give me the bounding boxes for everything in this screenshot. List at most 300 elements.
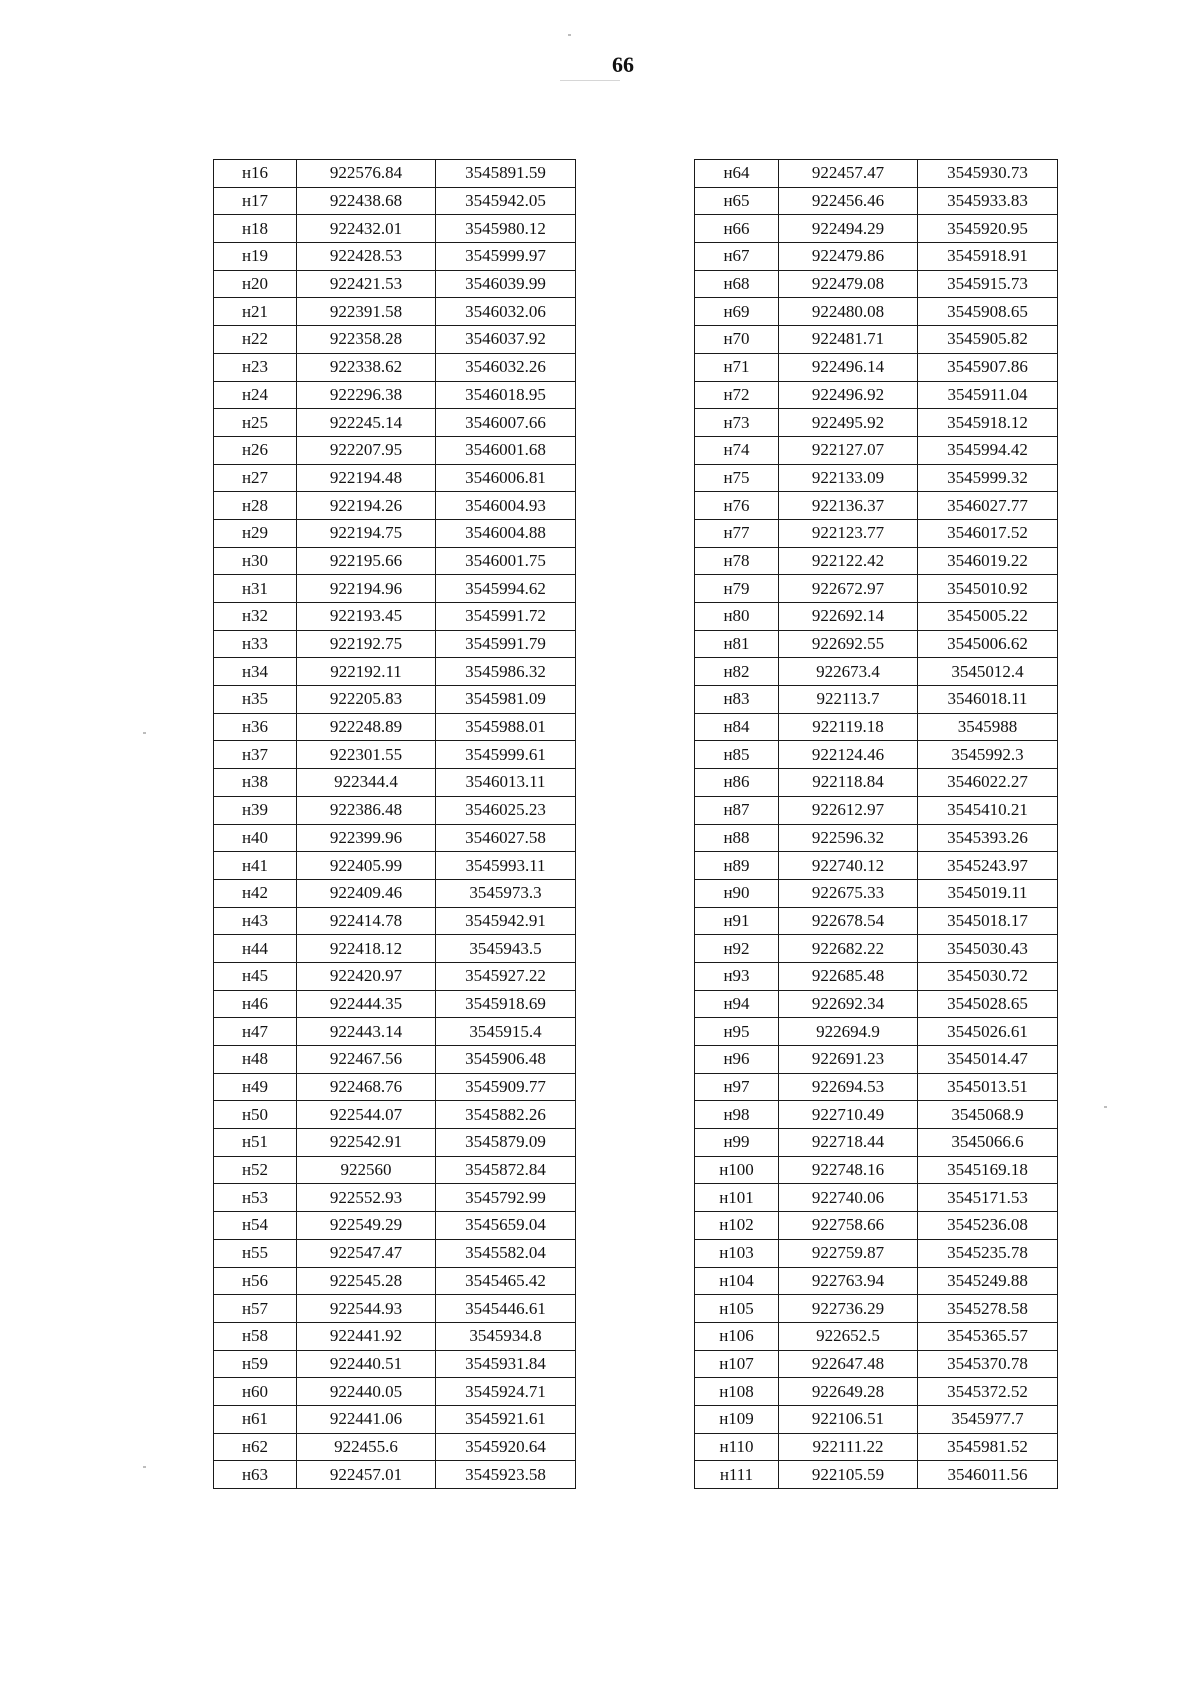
table-row <box>695 409 1058 437</box>
table-row <box>695 547 1058 575</box>
table-row <box>214 1018 576 1046</box>
y-coordinate-cell: 3546001.75 <box>436 547 576 575</box>
point-id-cell: н84 <box>695 713 779 741</box>
point-id-cell: н70 <box>695 326 779 354</box>
y-coordinate-cell: 3545942.05 <box>436 187 576 215</box>
table-row <box>695 1018 1058 1046</box>
point-id-cell: н69 <box>695 298 779 326</box>
y-coordinate-cell: 3546027.77 <box>918 492 1058 520</box>
point-id-cell: н67 <box>695 243 779 271</box>
table-row <box>695 326 1058 354</box>
x-coordinate-cell: 922432.01 <box>297 215 436 243</box>
table-row <box>695 603 1058 631</box>
y-coordinate-cell: 3545012.4 <box>918 658 1058 686</box>
y-coordinate-cell: 3545991.79 <box>436 630 576 658</box>
point-id-cell: н55 <box>214 1239 297 1267</box>
point-id-cell: н108 <box>695 1378 779 1406</box>
x-coordinate-cell: 922457.01 <box>297 1461 436 1489</box>
x-coordinate-cell: 922440.05 <box>297 1378 436 1406</box>
x-coordinate-cell: 922441.06 <box>297 1405 436 1433</box>
y-coordinate-cell: 3545993.11 <box>436 852 576 880</box>
point-id-cell: н30 <box>214 547 297 575</box>
x-coordinate-cell: 922748.16 <box>779 1156 918 1184</box>
table-row <box>214 1405 576 1433</box>
y-coordinate-cell: 3545973.3 <box>436 879 576 907</box>
y-coordinate-cell: 3545891.59 <box>436 160 576 188</box>
table-row <box>214 1129 576 1157</box>
point-id-cell: н23 <box>214 353 297 381</box>
table-row <box>214 326 576 354</box>
table-row <box>695 1073 1058 1101</box>
y-coordinate-cell: 3545994.62 <box>436 575 576 603</box>
x-coordinate-cell: 922127.07 <box>779 436 918 464</box>
table-row <box>214 1101 576 1129</box>
x-coordinate-cell: 922418.12 <box>297 935 436 963</box>
x-coordinate-cell: 922118.84 <box>779 769 918 797</box>
y-coordinate-cell: 3545872.84 <box>436 1156 576 1184</box>
y-coordinate-cell: 3545981.09 <box>436 686 576 714</box>
point-id-cell: н68 <box>695 270 779 298</box>
point-id-cell: н53 <box>214 1184 297 1212</box>
point-id-cell: н71 <box>695 353 779 381</box>
coordinates-table-left <box>213 159 576 1489</box>
point-id-cell: н78 <box>695 547 779 575</box>
y-coordinate-cell: 3545915.73 <box>918 270 1058 298</box>
coordinates-table-right <box>694 159 1058 1489</box>
y-coordinate-cell: 3545006.62 <box>918 630 1058 658</box>
y-coordinate-cell: 3545030.43 <box>918 935 1058 963</box>
x-coordinate-cell: 922421.53 <box>297 270 436 298</box>
table-row <box>214 243 576 271</box>
x-coordinate-cell: 922338.62 <box>297 353 436 381</box>
point-id-cell: н82 <box>695 658 779 686</box>
y-coordinate-cell: 3545792.99 <box>436 1184 576 1212</box>
y-coordinate-cell: 3546039.99 <box>436 270 576 298</box>
scan-speck <box>143 732 146 734</box>
table-row <box>214 1350 576 1378</box>
x-coordinate-cell: 922480.08 <box>779 298 918 326</box>
x-coordinate-cell: 922438.68 <box>297 187 436 215</box>
y-coordinate-cell: 3546004.88 <box>436 519 576 547</box>
point-id-cell: н39 <box>214 796 297 824</box>
y-coordinate-cell: 3545921.61 <box>436 1405 576 1433</box>
y-coordinate-cell: 3545977.7 <box>918 1405 1058 1433</box>
y-coordinate-cell: 3545410.21 <box>918 796 1058 824</box>
table-row <box>695 381 1058 409</box>
x-coordinate-cell: 922457.47 <box>779 160 918 188</box>
x-coordinate-cell: 922194.75 <box>297 519 436 547</box>
point-id-cell: н62 <box>214 1433 297 1461</box>
table-row <box>214 630 576 658</box>
y-coordinate-cell: 3545920.64 <box>436 1433 576 1461</box>
y-coordinate-cell: 3545465.42 <box>436 1267 576 1295</box>
y-coordinate-cell: 3545278.58 <box>918 1295 1058 1323</box>
table-row <box>695 1461 1058 1489</box>
y-coordinate-cell: 3546013.11 <box>436 769 576 797</box>
table-row <box>695 436 1058 464</box>
table-row <box>695 990 1058 1018</box>
y-coordinate-cell: 3545019.11 <box>918 879 1058 907</box>
x-coordinate-cell: 922133.09 <box>779 464 918 492</box>
y-coordinate-cell: 3545010.92 <box>918 575 1058 603</box>
y-coordinate-cell: 3546017.52 <box>918 519 1058 547</box>
table-row <box>214 381 576 409</box>
table-row <box>695 298 1058 326</box>
x-coordinate-cell: 922194.96 <box>297 575 436 603</box>
y-coordinate-cell: 3545933.83 <box>918 187 1058 215</box>
point-id-cell: н74 <box>695 436 779 464</box>
table-row <box>214 1046 576 1074</box>
point-id-cell: н29 <box>214 519 297 547</box>
x-coordinate-cell: 922736.29 <box>779 1295 918 1323</box>
point-id-cell: н37 <box>214 741 297 769</box>
table-row <box>695 796 1058 824</box>
point-id-cell: н100 <box>695 1156 779 1184</box>
table-row <box>695 852 1058 880</box>
point-id-cell: н86 <box>695 769 779 797</box>
table-row <box>214 907 576 935</box>
x-coordinate-cell: 922443.14 <box>297 1018 436 1046</box>
y-coordinate-cell: 3546025.23 <box>436 796 576 824</box>
table-row <box>695 160 1058 188</box>
point-id-cell: н66 <box>695 215 779 243</box>
y-coordinate-cell: 3546001.68 <box>436 436 576 464</box>
x-coordinate-cell: 922193.45 <box>297 603 436 631</box>
x-coordinate-cell: 922692.14 <box>779 603 918 631</box>
x-coordinate-cell: 922136.37 <box>779 492 918 520</box>
point-id-cell: н105 <box>695 1295 779 1323</box>
y-coordinate-cell: 3545918.69 <box>436 990 576 1018</box>
table-row <box>214 713 576 741</box>
y-coordinate-cell: 3546011.56 <box>918 1461 1058 1489</box>
y-coordinate-cell: 3545068.9 <box>918 1101 1058 1129</box>
x-coordinate-cell: 922195.66 <box>297 547 436 575</box>
table-row <box>214 824 576 852</box>
point-id-cell: н65 <box>695 187 779 215</box>
table-row <box>695 353 1058 381</box>
x-coordinate-cell: 922647.48 <box>779 1350 918 1378</box>
table-row <box>214 1239 576 1267</box>
table-row <box>214 464 576 492</box>
table-row <box>214 1378 576 1406</box>
x-coordinate-cell: 922391.58 <box>297 298 436 326</box>
table-row <box>214 741 576 769</box>
point-id-cell: н35 <box>214 686 297 714</box>
y-coordinate-cell: 3545927.22 <box>436 962 576 990</box>
point-id-cell: н54 <box>214 1212 297 1240</box>
table-row <box>695 243 1058 271</box>
x-coordinate-cell: 922479.86 <box>779 243 918 271</box>
point-id-cell: н99 <box>695 1129 779 1157</box>
x-coordinate-cell: 922692.34 <box>779 990 918 1018</box>
y-coordinate-cell: 3545905.82 <box>918 326 1058 354</box>
x-coordinate-cell: 922560 <box>297 1156 436 1184</box>
y-coordinate-cell: 3545879.09 <box>436 1129 576 1157</box>
point-id-cell: н19 <box>214 243 297 271</box>
table-row <box>214 575 576 603</box>
x-coordinate-cell: 922740.12 <box>779 852 918 880</box>
x-coordinate-cell: 922479.08 <box>779 270 918 298</box>
y-coordinate-cell: 3545994.42 <box>918 436 1058 464</box>
x-coordinate-cell: 922678.54 <box>779 907 918 935</box>
y-coordinate-cell: 3545030.72 <box>918 962 1058 990</box>
y-coordinate-cell: 3545243.97 <box>918 852 1058 880</box>
y-coordinate-cell: 3545014.47 <box>918 1046 1058 1074</box>
x-coordinate-cell: 922710.49 <box>779 1101 918 1129</box>
y-coordinate-cell: 3545991.72 <box>436 603 576 631</box>
x-coordinate-cell: 922496.14 <box>779 353 918 381</box>
x-coordinate-cell: 922544.07 <box>297 1101 436 1129</box>
y-coordinate-cell: 3545906.48 <box>436 1046 576 1074</box>
x-coordinate-cell: 922547.47 <box>297 1239 436 1267</box>
point-id-cell: н92 <box>695 935 779 963</box>
y-coordinate-cell: 3545918.12 <box>918 409 1058 437</box>
table-row <box>695 1129 1058 1157</box>
y-coordinate-cell: 3545999.61 <box>436 741 576 769</box>
x-coordinate-cell: 922545.28 <box>297 1267 436 1295</box>
table-row <box>695 575 1058 603</box>
table-row <box>695 1350 1058 1378</box>
table-row <box>695 1156 1058 1184</box>
point-id-cell: н27 <box>214 464 297 492</box>
x-coordinate-cell: 922576.84 <box>297 160 436 188</box>
table-row <box>214 879 576 907</box>
table-row <box>214 935 576 963</box>
x-coordinate-cell: 922467.56 <box>297 1046 436 1074</box>
table-row <box>214 990 576 1018</box>
y-coordinate-cell: 3545988 <box>918 713 1058 741</box>
table-row <box>214 1267 576 1295</box>
point-id-cell: н81 <box>695 630 779 658</box>
point-id-cell: н47 <box>214 1018 297 1046</box>
table-row <box>695 630 1058 658</box>
point-id-cell: н80 <box>695 603 779 631</box>
point-id-cell: н106 <box>695 1322 779 1350</box>
y-coordinate-cell: 3546018.11 <box>918 686 1058 714</box>
point-id-cell: н102 <box>695 1212 779 1240</box>
y-coordinate-cell: 3545013.51 <box>918 1073 1058 1101</box>
point-id-cell: н60 <box>214 1378 297 1406</box>
table-row <box>695 1184 1058 1212</box>
x-coordinate-cell: 922124.46 <box>779 741 918 769</box>
table-row <box>695 1101 1058 1129</box>
x-coordinate-cell: 922692.55 <box>779 630 918 658</box>
x-coordinate-cell: 922194.48 <box>297 464 436 492</box>
y-coordinate-cell: 3545005.22 <box>918 603 1058 631</box>
table-row <box>214 1212 576 1240</box>
table-row <box>214 215 576 243</box>
point-id-cell: н45 <box>214 962 297 990</box>
point-id-cell: н40 <box>214 824 297 852</box>
x-coordinate-cell: 922405.99 <box>297 852 436 880</box>
y-coordinate-cell: 3545934.8 <box>436 1322 576 1350</box>
x-coordinate-cell: 922675.33 <box>779 879 918 907</box>
y-coordinate-cell: 3545249.88 <box>918 1267 1058 1295</box>
y-coordinate-cell: 3545372.52 <box>918 1378 1058 1406</box>
point-id-cell: н16 <box>214 160 297 188</box>
x-coordinate-cell: 922105.59 <box>779 1461 918 1489</box>
y-coordinate-cell: 3545018.17 <box>918 907 1058 935</box>
y-coordinate-cell: 3545169.18 <box>918 1156 1058 1184</box>
y-coordinate-cell: 3546004.93 <box>436 492 576 520</box>
x-coordinate-cell: 922456.46 <box>779 187 918 215</box>
point-id-cell: н56 <box>214 1267 297 1295</box>
coordinates-table-body <box>695 160 1058 1489</box>
point-id-cell: н33 <box>214 630 297 658</box>
table-row <box>695 658 1058 686</box>
x-coordinate-cell: 922685.48 <box>779 962 918 990</box>
table-row <box>214 769 576 797</box>
x-coordinate-cell: 922192.11 <box>297 658 436 686</box>
point-id-cell: н58 <box>214 1322 297 1350</box>
x-coordinate-cell: 922192.75 <box>297 630 436 658</box>
table-row <box>695 215 1058 243</box>
y-coordinate-cell: 3545882.26 <box>436 1101 576 1129</box>
y-coordinate-cell: 3545980.12 <box>436 215 576 243</box>
x-coordinate-cell: 922113.7 <box>779 686 918 714</box>
point-id-cell: н111 <box>695 1461 779 1489</box>
point-id-cell: н87 <box>695 796 779 824</box>
y-coordinate-cell: 3545365.57 <box>918 1322 1058 1350</box>
table-row <box>695 824 1058 852</box>
y-coordinate-cell: 3545907.86 <box>918 353 1058 381</box>
table-row <box>214 686 576 714</box>
point-id-cell: н26 <box>214 436 297 464</box>
point-id-cell: н110 <box>695 1433 779 1461</box>
y-coordinate-cell: 3545171.53 <box>918 1184 1058 1212</box>
point-id-cell: н25 <box>214 409 297 437</box>
point-id-cell: н57 <box>214 1295 297 1323</box>
x-coordinate-cell: 922207.95 <box>297 436 436 464</box>
y-coordinate-cell: 3546007.66 <box>436 409 576 437</box>
table-row <box>214 1433 576 1461</box>
table-row <box>214 409 576 437</box>
x-coordinate-cell: 922420.97 <box>297 962 436 990</box>
table-row <box>214 547 576 575</box>
point-id-cell: н43 <box>214 907 297 935</box>
y-coordinate-cell: 3546032.26 <box>436 353 576 381</box>
point-id-cell: н21 <box>214 298 297 326</box>
x-coordinate-cell: 922672.97 <box>779 575 918 603</box>
table-row <box>214 796 576 824</box>
table-row <box>695 741 1058 769</box>
point-id-cell: н97 <box>695 1073 779 1101</box>
table-row <box>214 1184 576 1212</box>
table-row <box>214 519 576 547</box>
table-row <box>695 1322 1058 1350</box>
table-row <box>214 603 576 631</box>
point-id-cell: н63 <box>214 1461 297 1489</box>
x-coordinate-cell: 922441.92 <box>297 1322 436 1350</box>
y-coordinate-cell: 3545920.95 <box>918 215 1058 243</box>
x-coordinate-cell: 922740.06 <box>779 1184 918 1212</box>
x-coordinate-cell: 922122.42 <box>779 547 918 575</box>
x-coordinate-cell: 922358.28 <box>297 326 436 354</box>
point-id-cell: н104 <box>695 1267 779 1295</box>
point-id-cell: н51 <box>214 1129 297 1157</box>
y-coordinate-cell: 3545908.65 <box>918 298 1058 326</box>
point-id-cell: н89 <box>695 852 779 880</box>
y-coordinate-cell: 3546022.27 <box>918 769 1058 797</box>
point-id-cell: н77 <box>695 519 779 547</box>
point-id-cell: н96 <box>695 1046 779 1074</box>
scan-speck <box>568 34 571 36</box>
x-coordinate-cell: 922542.91 <box>297 1129 436 1157</box>
point-id-cell: н34 <box>214 658 297 686</box>
x-coordinate-cell: 922495.92 <box>779 409 918 437</box>
point-id-cell: н109 <box>695 1405 779 1433</box>
table-row <box>695 962 1058 990</box>
y-coordinate-cell: 3545659.04 <box>436 1212 576 1240</box>
point-id-cell: н36 <box>214 713 297 741</box>
y-coordinate-cell: 3545370.78 <box>918 1350 1058 1378</box>
x-coordinate-cell: 922694.9 <box>779 1018 918 1046</box>
y-coordinate-cell: 3545026.61 <box>918 1018 1058 1046</box>
table-row <box>214 852 576 880</box>
y-coordinate-cell: 3545981.52 <box>918 1433 1058 1461</box>
y-coordinate-cell: 3545988.01 <box>436 713 576 741</box>
y-coordinate-cell: 3545931.84 <box>436 1350 576 1378</box>
table-row <box>214 298 576 326</box>
table-row <box>695 1267 1058 1295</box>
x-coordinate-cell: 922248.89 <box>297 713 436 741</box>
x-coordinate-cell: 922428.53 <box>297 243 436 271</box>
y-coordinate-cell: 3546019.22 <box>918 547 1058 575</box>
point-id-cell: н91 <box>695 907 779 935</box>
x-coordinate-cell: 922111.22 <box>779 1433 918 1461</box>
table-row <box>695 1295 1058 1323</box>
x-coordinate-cell: 922758.66 <box>779 1212 918 1240</box>
point-id-cell: н50 <box>214 1101 297 1129</box>
table-row <box>695 1046 1058 1074</box>
x-coordinate-cell: 922718.44 <box>779 1129 918 1157</box>
point-id-cell: н93 <box>695 962 779 990</box>
x-coordinate-cell: 922344.4 <box>297 769 436 797</box>
x-coordinate-cell: 922414.78 <box>297 907 436 935</box>
table-row <box>695 686 1058 714</box>
point-id-cell: н17 <box>214 187 297 215</box>
y-coordinate-cell: 3545582.04 <box>436 1239 576 1267</box>
coordinates-table-body <box>214 160 576 1489</box>
table-row <box>695 464 1058 492</box>
point-id-cell: н28 <box>214 492 297 520</box>
y-coordinate-cell: 3545999.32 <box>918 464 1058 492</box>
y-coordinate-cell: 3545943.5 <box>436 935 576 963</box>
y-coordinate-cell: 3546037.92 <box>436 326 576 354</box>
x-coordinate-cell: 922440.51 <box>297 1350 436 1378</box>
y-coordinate-cell: 3546006.81 <box>436 464 576 492</box>
table-row <box>214 436 576 464</box>
x-coordinate-cell: 922444.35 <box>297 990 436 1018</box>
y-coordinate-cell: 3545992.3 <box>918 741 1058 769</box>
y-coordinate-cell: 3545446.61 <box>436 1295 576 1323</box>
table-row <box>214 1461 576 1489</box>
point-id-cell: н46 <box>214 990 297 1018</box>
table-row <box>695 879 1058 907</box>
y-coordinate-cell: 3545911.04 <box>918 381 1058 409</box>
x-coordinate-cell: 922245.14 <box>297 409 436 437</box>
x-coordinate-cell: 922544.93 <box>297 1295 436 1323</box>
point-id-cell: н107 <box>695 1350 779 1378</box>
point-id-cell: н88 <box>695 824 779 852</box>
y-coordinate-cell: 3546027.58 <box>436 824 576 852</box>
y-coordinate-cell: 3546032.06 <box>436 298 576 326</box>
x-coordinate-cell: 922673.4 <box>779 658 918 686</box>
x-coordinate-cell: 922301.55 <box>297 741 436 769</box>
table-row <box>695 270 1058 298</box>
point-id-cell: н18 <box>214 215 297 243</box>
table-row <box>695 492 1058 520</box>
